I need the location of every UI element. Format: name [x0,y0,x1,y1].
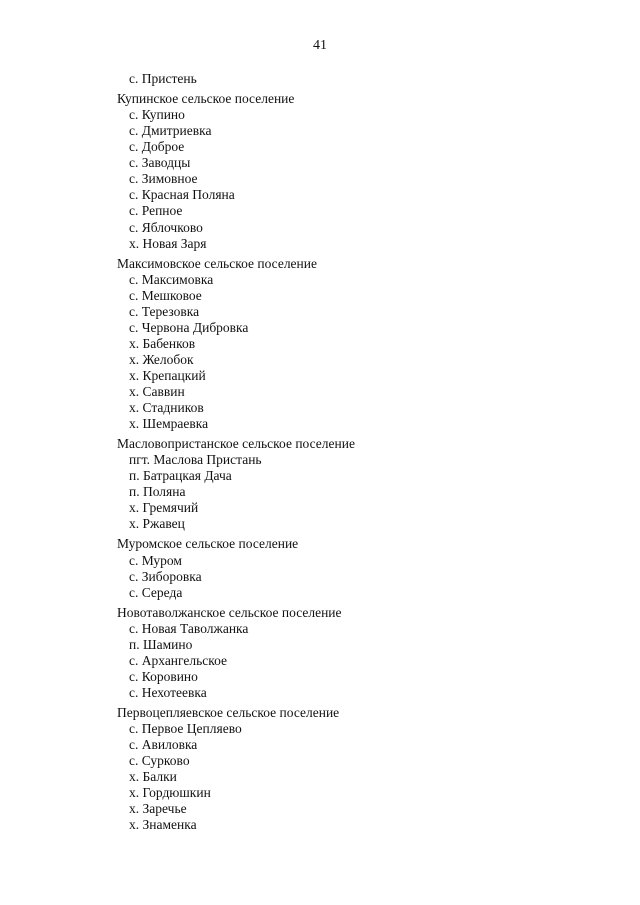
settlement-item: х. Крепацкий [129,367,206,383]
settlement-item: с. Красная Поляна [129,187,235,203]
settlement-item: х. Саввин [129,384,185,399]
settlement-item: с. Нехотеевка [129,684,207,700]
page-number: 41 [313,38,327,53]
settlement-item: х. Бабенков [129,335,196,351]
settlement-item: х. Шемраевка [129,416,209,432]
settlement-item: с. Зиборовка [129,568,202,584]
settlement-heading: Новотаволжанское сельское поселение [117,604,342,620]
settlement-item: с. Дмитриевка [129,123,212,139]
settlement-item: с. Купино [129,107,185,123]
settlement-item: с. Середа [129,584,183,600]
settlement-item: х. Гремячий [129,500,199,516]
settlement-item: х. Заречье [129,801,187,817]
settlement-item: с. Авиловка [129,737,198,752]
settlement-item: х. Ржавец [129,516,185,532]
settlement-item: с. Терезовка [129,303,200,319]
settlement-item: с. Червона Дибровка [129,319,249,335]
settlement-item: с. Заводцы [129,155,191,171]
settlement-item: с. Максимовка [129,271,214,287]
settlement-item: п. Батрацкая Дача [129,468,232,484]
settlement-item: с. Пристень [129,71,197,86]
settlement-item: с. Зимовное [129,171,198,187]
settlement-heading: Максимовское сельское поселение [117,255,317,271]
settlement-item: х. Стадников [129,400,204,415]
settlement-item: с. Муром [129,552,182,568]
settlement-item: х. Гордюшкин [129,785,211,801]
settlement-heading: Купинское сельское поселение [117,91,295,106]
settlement-heading: Первоцепляевское сельское поселение [117,704,340,720]
settlement-item: с. Репное [129,203,183,219]
settlement-item: п. Поляна [129,484,186,500]
settlement-item: х. Знаменка [129,817,197,833]
settlement-item: х. Балки [129,769,177,785]
settlement-item: с. Сурково [129,753,190,768]
settlement-item: х. Новая Заря [129,235,207,251]
settlement-item: с. Архангельское [129,652,228,668]
settlement-item: с. Коровино [129,668,198,684]
settlement-item: с. Новая Таволжанка [129,620,249,636]
settlement-item: п. Шамино [129,636,193,652]
settlement-item: с. Доброе [129,139,185,155]
settlement-heading: Масловопристанское сельское поселение [117,436,355,452]
settlement-item: с. Первое Цепляево [129,720,242,736]
settlement-item: с. Мешковое [129,287,202,303]
settlement-item: пгт. Маслова Пристань [129,452,262,468]
settlement-item: с. Яблочково [129,219,203,235]
settlement-item: х. Желобок [129,351,194,367]
settlement-heading: Муромское сельское поселение [117,536,299,552]
